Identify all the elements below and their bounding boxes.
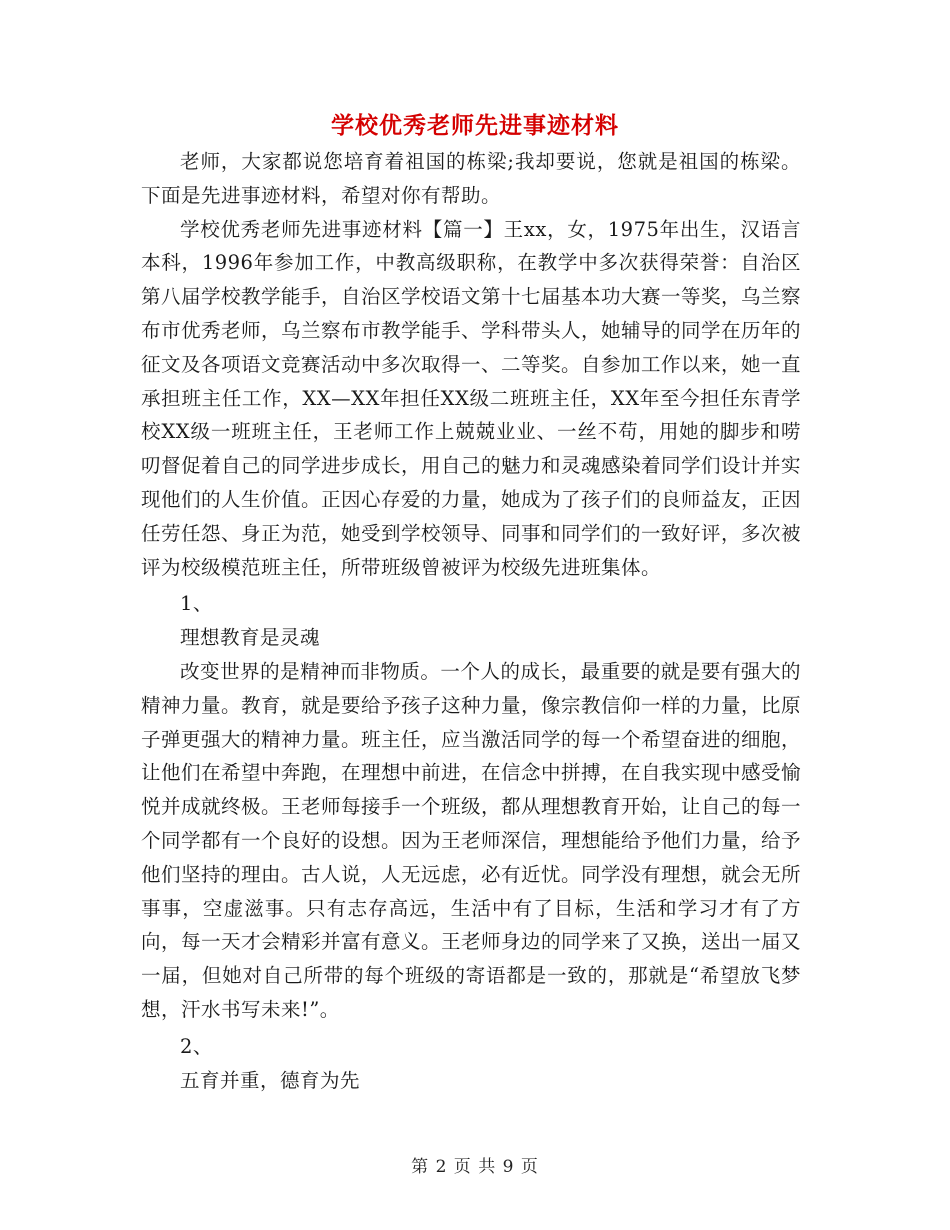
section-2-heading: 五育并重，德育为先 (180, 1068, 361, 1092)
section-1-text: 改变世界的是精神而非物质。一个人的成长，最重要的就是要有强大的精神力量。教育，就是要给予孩子这种力量，像宗教信仰一样的力量，比原子弹更强大的精神力量。班主任，应当激活同学的每一个希望奋进的细胞，让他们在希望中奔跑，在理想中前进，在信念中拼搏，在自我实现中感受愉悦并成就终极。王老师每接手一个班级，都从理想教育开始，让自己的每一个同学都有一个良好的设想。因为王老师深信，理想能给予他们力量，给予他们坚持的理由。古人说，人无远虑，必有近忧。同学没有理想，就会无所事事，空虚滋事。只有志存高远，生活中有了目标，生活和学习才有了方向，每一天才会精彩并富有意义。王老师身边的同学来了又换，送出一届又一届，但她对自己所带的每个班级的寄语都是一致的，那就是“希望放飞梦想，汗水书写未来!”。 (141, 659, 802, 1021)
page-footer: 第 2 页 共 9 页 (411, 1157, 539, 1177)
intro-paragraph: 老师，大家都说您培育着祖国的栋梁;我却要说，您就是祖国的栋梁。下面是先进事迹材料，希望对你有帮助。 (141, 150, 801, 207)
section-1-number: 1、 (180, 592, 213, 616)
section-1-heading: 理想教育是灵魂 (180, 626, 321, 650)
section-2-number: 2、 (180, 1034, 213, 1058)
document-body (141, 145, 801, 1097)
document-title: 学校优秀老师先进事迹材料 (331, 112, 619, 139)
profile-paragraph: 学校优秀老师先进事迹材料【篇一】王xx，女，1975年出生，汉语言本科，1996年参加工作，中教高级职称，在教学中多次获得荣誉：自治区第八届学校教学能手，自治区学校语文第十七届基本功大赛一等奖，乌兰察布市优秀老师，乌兰察布市教学能手、学科带头人，她辅导的同学在历年的征文及各项语文竞赛活动中多次取得一、二等奖。自参加工作以来，她一直承担班主任工作，XX—XX年担任XX级二班班主任，XX年至今担任东青学校XX级一班班主任，王老师工作上兢兢业业、一丝不苟，用她的脚步和唠叨督促着自己的同学进步成长，用自己的魅力和灵魂感染着同学们设计并实现他们的人生价值。正因心存爱的力量，她成为了孩子们的良师益友，正因任劳任怨、身正为范，她受到学校领导、同事和同学们的一致好评，多次被评为校级模范班主任，所带班级曾被评为校级先进班集体。 (141, 217, 802, 579)
